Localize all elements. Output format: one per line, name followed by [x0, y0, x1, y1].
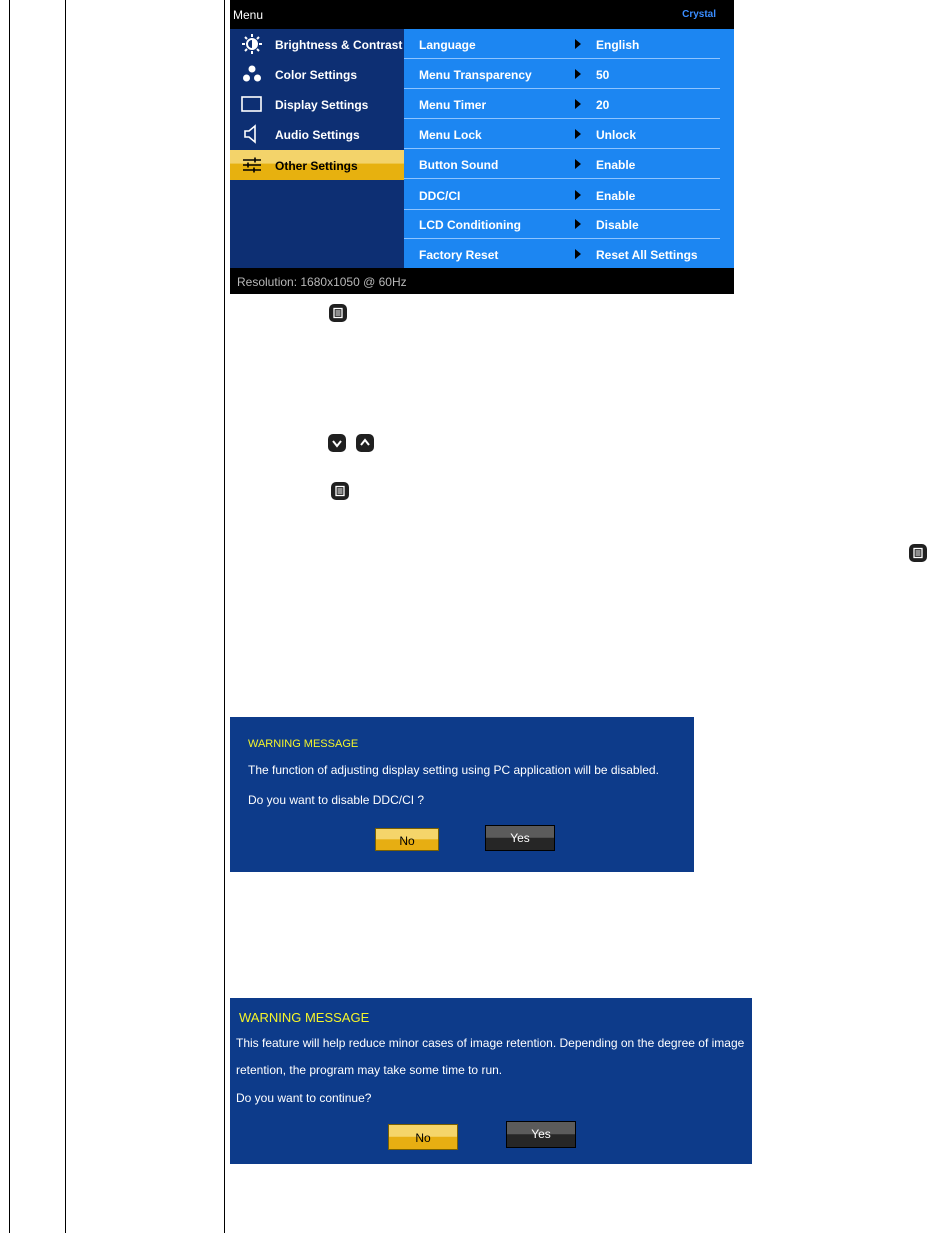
no-button[interactable]: No [388, 1124, 458, 1150]
display-settings-icon [240, 94, 264, 114]
setting-value: English [596, 38, 640, 52]
setting-value: Disable [596, 218, 639, 232]
setting-row-language[interactable] [404, 29, 720, 59]
setting-value: Unlock [596, 128, 637, 142]
dialog-question: Do you want to continue? [236, 1091, 372, 1105]
setting-row-factory-reset[interactable] [404, 239, 720, 268]
table-border-col1 [65, 0, 66, 1233]
setting-value: Reset All Settings [596, 248, 698, 262]
dialog-message-continued: retention, the program may take some time to run. [236, 1063, 503, 1077]
menu-item-audio-settings[interactable] [230, 119, 404, 149]
osd-main-menu [230, 29, 404, 268]
arrow-right-icon [575, 99, 581, 109]
menu-item-display-settings[interactable] [230, 89, 404, 119]
setting-value: Enable [596, 189, 636, 203]
osd-submenu [404, 29, 734, 268]
arrow-right-icon [575, 219, 581, 229]
arrow-right-icon [575, 39, 581, 49]
menu-item-label: Color Settings [275, 68, 358, 82]
setting-name: Factory Reset [419, 248, 499, 262]
resolution-text: Resolution: 1680x1050 @ 60Hz [237, 275, 407, 289]
setting-row-menu-transparency[interactable] [404, 59, 720, 89]
dialog-message: The function of adjusting display setting using PC application will be disabled. [248, 763, 659, 777]
menu-item-color-settings[interactable] [230, 59, 404, 89]
menu-item-label: Display Settings [275, 98, 369, 112]
setting-value: Enable [596, 158, 636, 172]
setting-value: 20 [596, 98, 610, 112]
ddc-ci-warning-dialog [230, 717, 694, 872]
table-border-left [9, 0, 10, 1233]
menu-button-icon [329, 304, 347, 322]
other-settings-icon [240, 155, 264, 175]
menu-button-icon [331, 482, 349, 500]
osd-menu [230, 0, 734, 294]
osd-title: Menu [233, 8, 264, 22]
audio-settings-icon [240, 124, 264, 144]
arrow-right-icon [575, 159, 581, 169]
osd-status-bar [230, 268, 734, 294]
arrow-right-icon [575, 249, 581, 259]
arrow-right-icon [575, 129, 581, 139]
menu-item-label: Audio Settings [275, 128, 360, 142]
setting-name: Button Sound [419, 158, 499, 172]
dialog-title: WARNING MESSAGE [239, 1010, 370, 1025]
setting-name: Menu Timer [419, 98, 487, 112]
up-button-icon [356, 434, 374, 452]
setting-name: Menu Lock [419, 128, 482, 142]
yes-button[interactable]: Yes [485, 825, 555, 851]
setting-row-lcd-conditioning[interactable] [404, 209, 720, 239]
osd-brand: Crystal [682, 9, 716, 20]
menu-item-label: Other Settings [275, 159, 358, 173]
setting-row-ddc-ci[interactable] [404, 180, 720, 210]
menu-item-other-settings[interactable] [230, 150, 404, 180]
osd-header [230, 0, 734, 29]
setting-row-button-sound[interactable] [404, 149, 720, 179]
color-settings-icon [240, 64, 264, 84]
table-border-col2 [224, 0, 225, 1233]
setting-name: Language [419, 38, 476, 52]
menu-button-icon [909, 544, 927, 562]
arrow-right-icon [575, 190, 581, 200]
menu-item-label: Brightness & Contrast [275, 38, 403, 52]
setting-value: 50 [596, 68, 610, 82]
yes-button[interactable]: Yes [506, 1121, 576, 1148]
brightness-icon [240, 34, 264, 54]
dialog-message: This feature will help reduce minor cases of image retention. Depending on the degree of image [236, 1036, 745, 1050]
menu-item-brightness-contrast[interactable] [230, 29, 404, 59]
setting-name: Menu Transparency [419, 68, 532, 82]
no-button[interactable]: No [375, 828, 439, 851]
setting-row-menu-lock[interactable] [404, 119, 720, 149]
down-button-icon [328, 434, 346, 452]
dialog-title: WARNING MESSAGE [248, 738, 359, 750]
lcd-conditioning-warning-dialog [230, 998, 752, 1164]
setting-row-menu-timer[interactable] [404, 89, 720, 119]
setting-name: LCD Conditioning [419, 218, 521, 232]
dialog-question: Do you want to disable DDC/CI ? [248, 793, 425, 807]
setting-name: DDC/CI [419, 189, 461, 203]
arrow-right-icon [575, 69, 581, 79]
